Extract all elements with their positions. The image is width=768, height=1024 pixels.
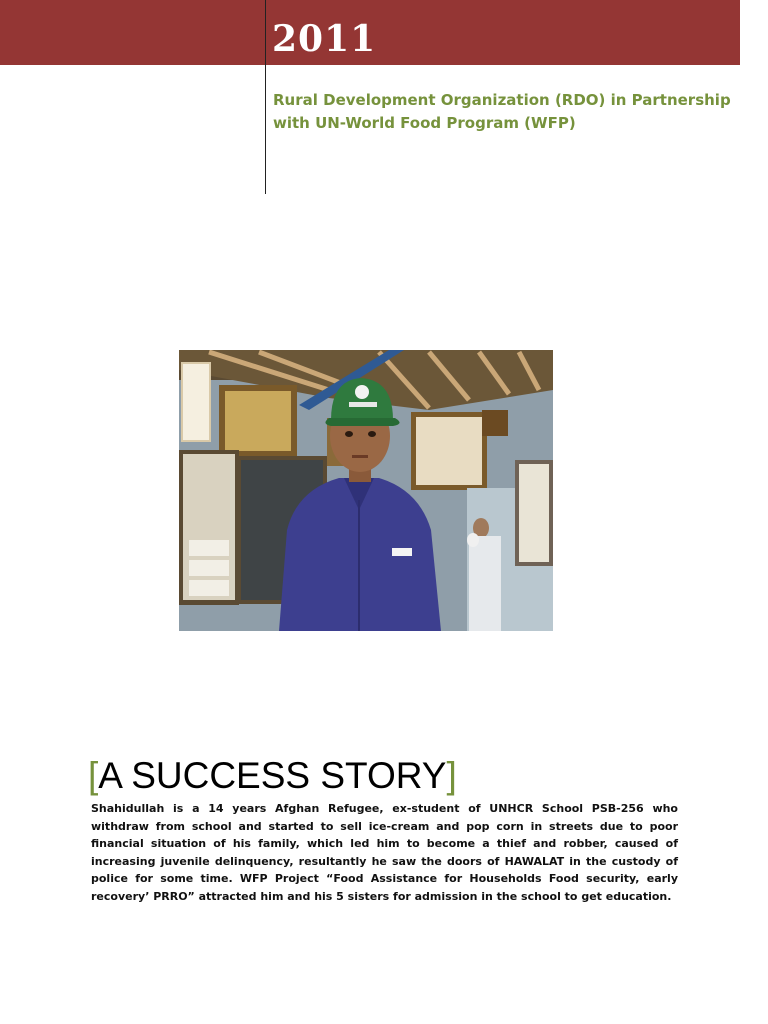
header-divider: [265, 0, 266, 194]
story-heading: [88, 751, 457, 801]
heading-bracket-close: ]: [446, 755, 457, 796]
story-body: Shahidullah is a 14 years Afghan Refugee, ex-student of UNHCR School PSB-256 who withdraw from school and started to sell ice-cream and pop corn in streets due to poor financial situation of his family, which led him to become a thief and robber, caused of increasing juvenile delinquency, resultantly he saw the doors of HAWALAT in the custody of police for some time. WFP Project “Food Assistance for Households Food security, early recovery’ PRRO” attracted him and his 5 sisters for admission in the school to get education.: [91, 802, 678, 903]
boy-classroom-photo: [179, 350, 553, 631]
report-year: 2011: [272, 18, 377, 60]
heading-text: A SUCCESS STORY: [98, 755, 447, 796]
heading-bracket-open: [: [88, 755, 99, 796]
report-subtitle: Rural Development Organization (RDO) in Partnership with UN-World Food Program (WFP): [273, 91, 731, 132]
